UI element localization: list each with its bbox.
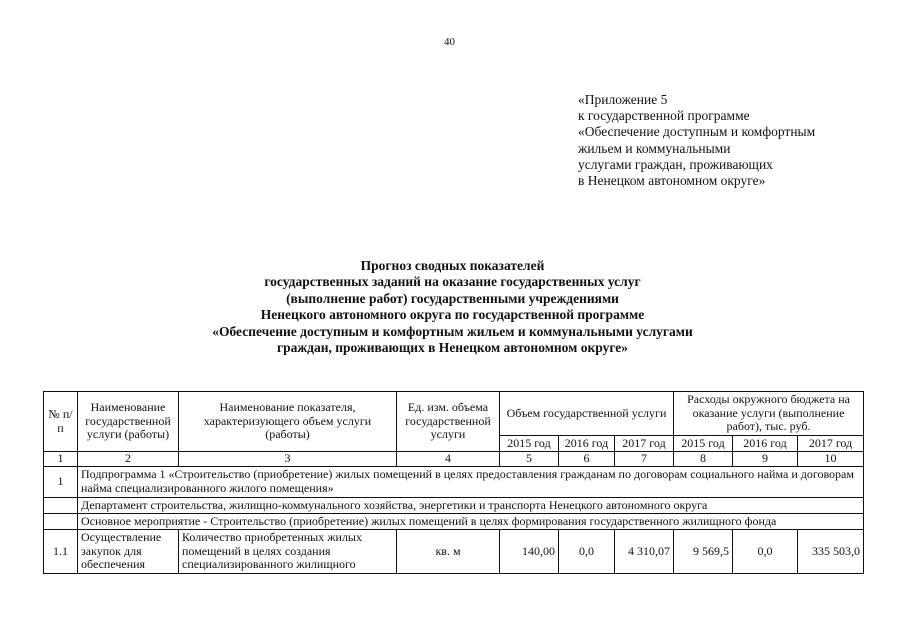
row-volume-2017: 4 310,07 [615,530,674,574]
column-number: 2 [78,452,179,467]
header-num: № п/п [44,392,78,452]
header-year: 2017 год [798,436,864,452]
appendix-line: жильем и коммунальными [578,140,731,156]
header-volume: Объем государственной услуги [500,392,674,436]
appendix-note [578,92,815,189]
column-number: 8 [674,452,733,467]
title-line: (выполнение работ) государственными учреждениями [286,290,619,306]
appendix-line: «Обеспечение доступным и комфортным [578,124,816,140]
header-year: 2015 год [500,436,559,452]
header-year: 2016 год [559,436,615,452]
row-service: Осуществление закупок для обеспечения [78,530,179,574]
header-indicator: Наименование показателя, характеризующего объем услуги (работы) [179,392,397,452]
row-volume-2015: 140,00 [500,530,559,574]
header-row [44,392,864,436]
title-line: Прогноз сводных показателей [360,258,545,273]
row-indicator: Количество приобретенных жилых помещений в целях создания специализированного жилищного [179,530,397,574]
row-unit: кв. м [397,530,500,574]
subprogram-text: Подпрограмма 1 «Строительство (приобретение) жилых помещений в целях предоставления гражданам по договорам социального найма и договорам найма специализированного жилого помещения» [78,467,864,498]
document-title [0,258,905,356]
appendix-line: услугами граждан, проживающих [578,156,773,172]
title-line: Ненецкого автономного округа по государственной программе [260,307,645,323]
title-line: граждан, проживающих в Ненецком автономном округе» [276,340,629,356]
header-unit: Ед. изм. объема государственной услуги [397,392,500,452]
row-num: 1.1 [44,530,78,574]
main-activity-text: Основное мероприятие - Строительство (приобретение) жилых помещений в целях формирования государственного жилищного фонда [78,514,864,530]
title-line: государственных заданий на оказание государственных услуг [264,274,641,290]
column-number: 9 [733,452,798,467]
column-number-row [44,452,864,467]
appendix-line: «Приложение 5 [578,92,668,107]
column-number: 3 [179,452,397,467]
title-line: «Обеспечение доступным и комфортным жильем и коммунальными услугами [212,323,693,339]
row-expense-2015: 9 569,5 [674,530,733,574]
appendix-line: к государственной программе [578,108,750,124]
subprogram-row [44,467,864,498]
forecast-table [43,391,864,574]
row-expense-2016: 0,0 [733,530,798,574]
header-year: 2017 год [615,436,674,452]
empty-cell [44,514,78,530]
header-year: 2016 год [733,436,798,452]
column-number: 4 [397,452,500,467]
row-volume-2016: 0,0 [559,530,615,574]
table-row [44,530,864,574]
row-expense-2017: 335 503,0 [798,530,864,574]
empty-cell [44,498,78,514]
department-text: Департамент строительства, жилищно-коммунального хозяйства, энергетики и транспорта Ненецкого автономного округа [78,498,864,514]
header-year: 2015 год [674,436,733,452]
department-row [44,498,864,514]
column-number: 6 [559,452,615,467]
column-number: 10 [798,452,864,467]
column-number: 7 [615,452,674,467]
header-service: Наименование государственной услуги (работы) [78,392,179,452]
header-expenses: Расходы окружного бюджета на оказание услуги (выполнение работ), тыс. руб. [674,392,864,436]
appendix-line: в Ненецком автономном округе» [578,173,766,189]
subprogram-num: 1 [44,467,78,498]
main-activity-row [44,514,864,530]
page-number: 40 [444,36,455,48]
column-number: 1 [44,452,78,467]
column-number: 5 [500,452,559,467]
